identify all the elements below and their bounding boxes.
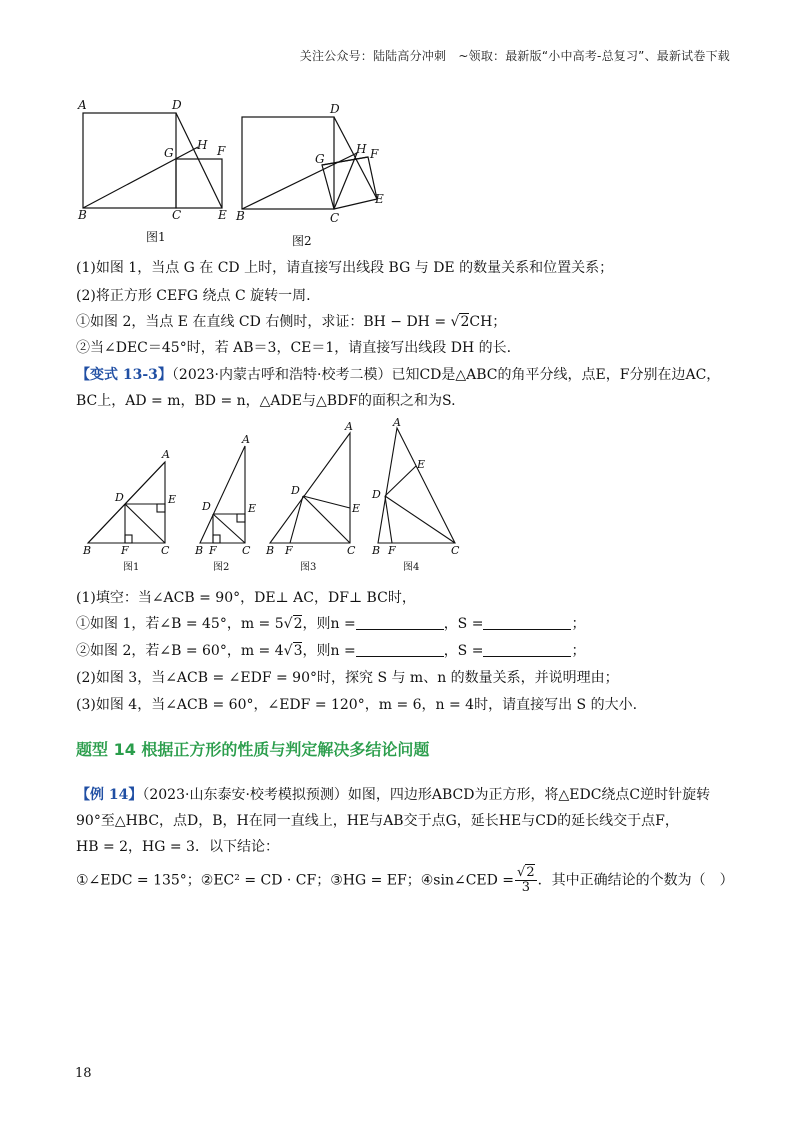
fig1-label-a: A <box>78 98 87 112</box>
mfig4-a: A <box>393 418 401 429</box>
mfig2-c: C <box>242 544 251 557</box>
figure-middle <box>75 418 475 578</box>
fig2-label-f: F <box>370 147 379 161</box>
mfig1-c: C <box>161 544 170 557</box>
answer-blank-s1[interactable] <box>483 615 571 630</box>
variant-13-3: 【变式 13-3】（2023·内蒙古呼和浩特·校考二模）已知CD是△ABC的角平分线，点E，F分别在边AC， <box>76 367 721 383</box>
fig1-label-h: H <box>197 138 208 152</box>
mfig4-caption: 图4 <box>403 562 420 573</box>
mfig3-e: E <box>352 502 361 515</box>
mfig3-c: C <box>347 544 356 557</box>
example-14-line3: HB = 2，HG = 3．以下结论： <box>76 839 279 855</box>
mfig1-d: D <box>115 491 124 504</box>
example-14: 【例 14】（2023·山东泰安·校考模拟预测）如图，四边形ABCD为正方形，将△EDC绕点C逆时针旋转 <box>76 787 711 803</box>
fill-question-2: (2)如图 3，当∠ACB = ∠EDF = 90°时，探究 S 与 m、n 的数量关系，并说明理由； <box>76 670 619 686</box>
question-2b: ②当∠DEC＝45°时，若 AB＝3，CE＝1，请直接写出线段 DH 的长. <box>76 340 512 356</box>
fill-question-3: (3)如图 4，当∠ACB = 60°，∠EDF = 120°，m = 6，n = 4时，请直接写出 S 的大小. <box>76 697 638 713</box>
mfig3-f: F <box>285 544 293 557</box>
fill-question-1b: ②如图 2，若∠B = 60°，m = 4√3，则n = ，S = ； <box>76 643 586 659</box>
mfig3-a: A <box>345 420 353 433</box>
mfig4-f: F <box>388 544 396 557</box>
fig2-label-e: E <box>375 192 384 206</box>
answer-blank-s2[interactable] <box>483 642 571 657</box>
mfig4-c: C <box>451 544 460 557</box>
mfig2-d: D <box>202 500 211 513</box>
mfig4-d: D <box>372 488 381 501</box>
mfig1-f: F <box>121 544 129 557</box>
page-number: 18 <box>75 1066 92 1081</box>
mfig2-a: A <box>242 433 250 446</box>
variant-13-3-line2: BC上，AD = m，BD = n，△ADE与△BDF的面积之和为S. <box>76 393 456 409</box>
fig2-label-g: G <box>315 152 325 166</box>
fig1-label-b: B <box>78 208 87 222</box>
question-1: (1)如图 1，当点 G 在 CD 上时，请直接写出线段 BG 与 DE 的数量关系和位置关系； <box>76 260 614 276</box>
mfig3-caption: 图3 <box>300 562 317 573</box>
fig2-caption: 图2 <box>292 234 312 248</box>
fill-question-1a: ①如图 1，若∠B = 45°，m = 5√2，则n = ，S = ； <box>76 616 586 632</box>
fig1-caption: 图1 <box>146 230 166 244</box>
answer-blank-n1[interactable] <box>356 615 444 630</box>
question-2: (2)将正方形 CEFG 绕点 C 旋转一周. <box>76 288 311 304</box>
fig2-label-c: C <box>330 211 340 225</box>
fraction-sqrt2-over-3: $\frac{√2}{3}$ <box>517 865 535 895</box>
q2a-text: ①如图 2，当点 E 在直线 CD 右侧时，求证：BH − DH = <box>76 314 451 330</box>
fig1-label-g: G <box>164 146 174 160</box>
example-14-line2: 90°至△HBC，点D，B，H在同一直线上，HE与AB交于点G，延长HE与CD的延长线交于点F， <box>76 813 679 829</box>
question-2a: ①如图 2，当点 E 在直线 CD 右侧时，求证：BH − DH = √2CH； <box>76 314 507 330</box>
page-header: 关注公众号：陆陆高分冲刺 ~领取：最新版“小中高考-总复习”、最新试卷下载 <box>299 49 730 63</box>
fig1-label-d: D <box>172 98 182 112</box>
fig2-label-h: H <box>356 142 367 156</box>
mfig2-e: E <box>248 502 257 515</box>
fig2-label-d: D <box>330 102 340 116</box>
example-14-conclusions: ①∠EDC = 135°；②EC² = CD · CF；③HG = EF；④sin∠CED = $\frac{√2}{3}$ ．其中正确结论的个数为（ ） <box>76 865 734 895</box>
mfig1-caption: 图1 <box>123 562 140 573</box>
mfig2-caption: 图2 <box>213 562 230 573</box>
mfig1-a: A <box>162 448 170 461</box>
figure-top <box>70 95 400 250</box>
mfig1-b: B <box>83 544 92 557</box>
mfig1-e: E <box>168 493 177 506</box>
mfig2-b: B <box>195 544 204 557</box>
mfig3-d: D <box>291 484 300 497</box>
mfig4-e: E <box>417 458 426 471</box>
fill-question-1: (1)填空：当∠ACB = 90°，DE⊥ AC，DF⊥ BC时， <box>76 590 416 606</box>
answer-blank-n2[interactable] <box>356 642 444 657</box>
fig1-label-e: E <box>218 208 227 222</box>
mfig3-b: B <box>266 544 275 557</box>
fig2-label-b: B <box>236 209 245 223</box>
fig1-label-f: F <box>217 144 226 158</box>
mfig2-f: F <box>209 544 217 557</box>
mfig4-b: B <box>372 544 381 557</box>
section-title: 题型 14 根据正方形的性质与判定解决多结论问题 <box>76 740 430 759</box>
fig1-label-c: C <box>172 208 182 222</box>
